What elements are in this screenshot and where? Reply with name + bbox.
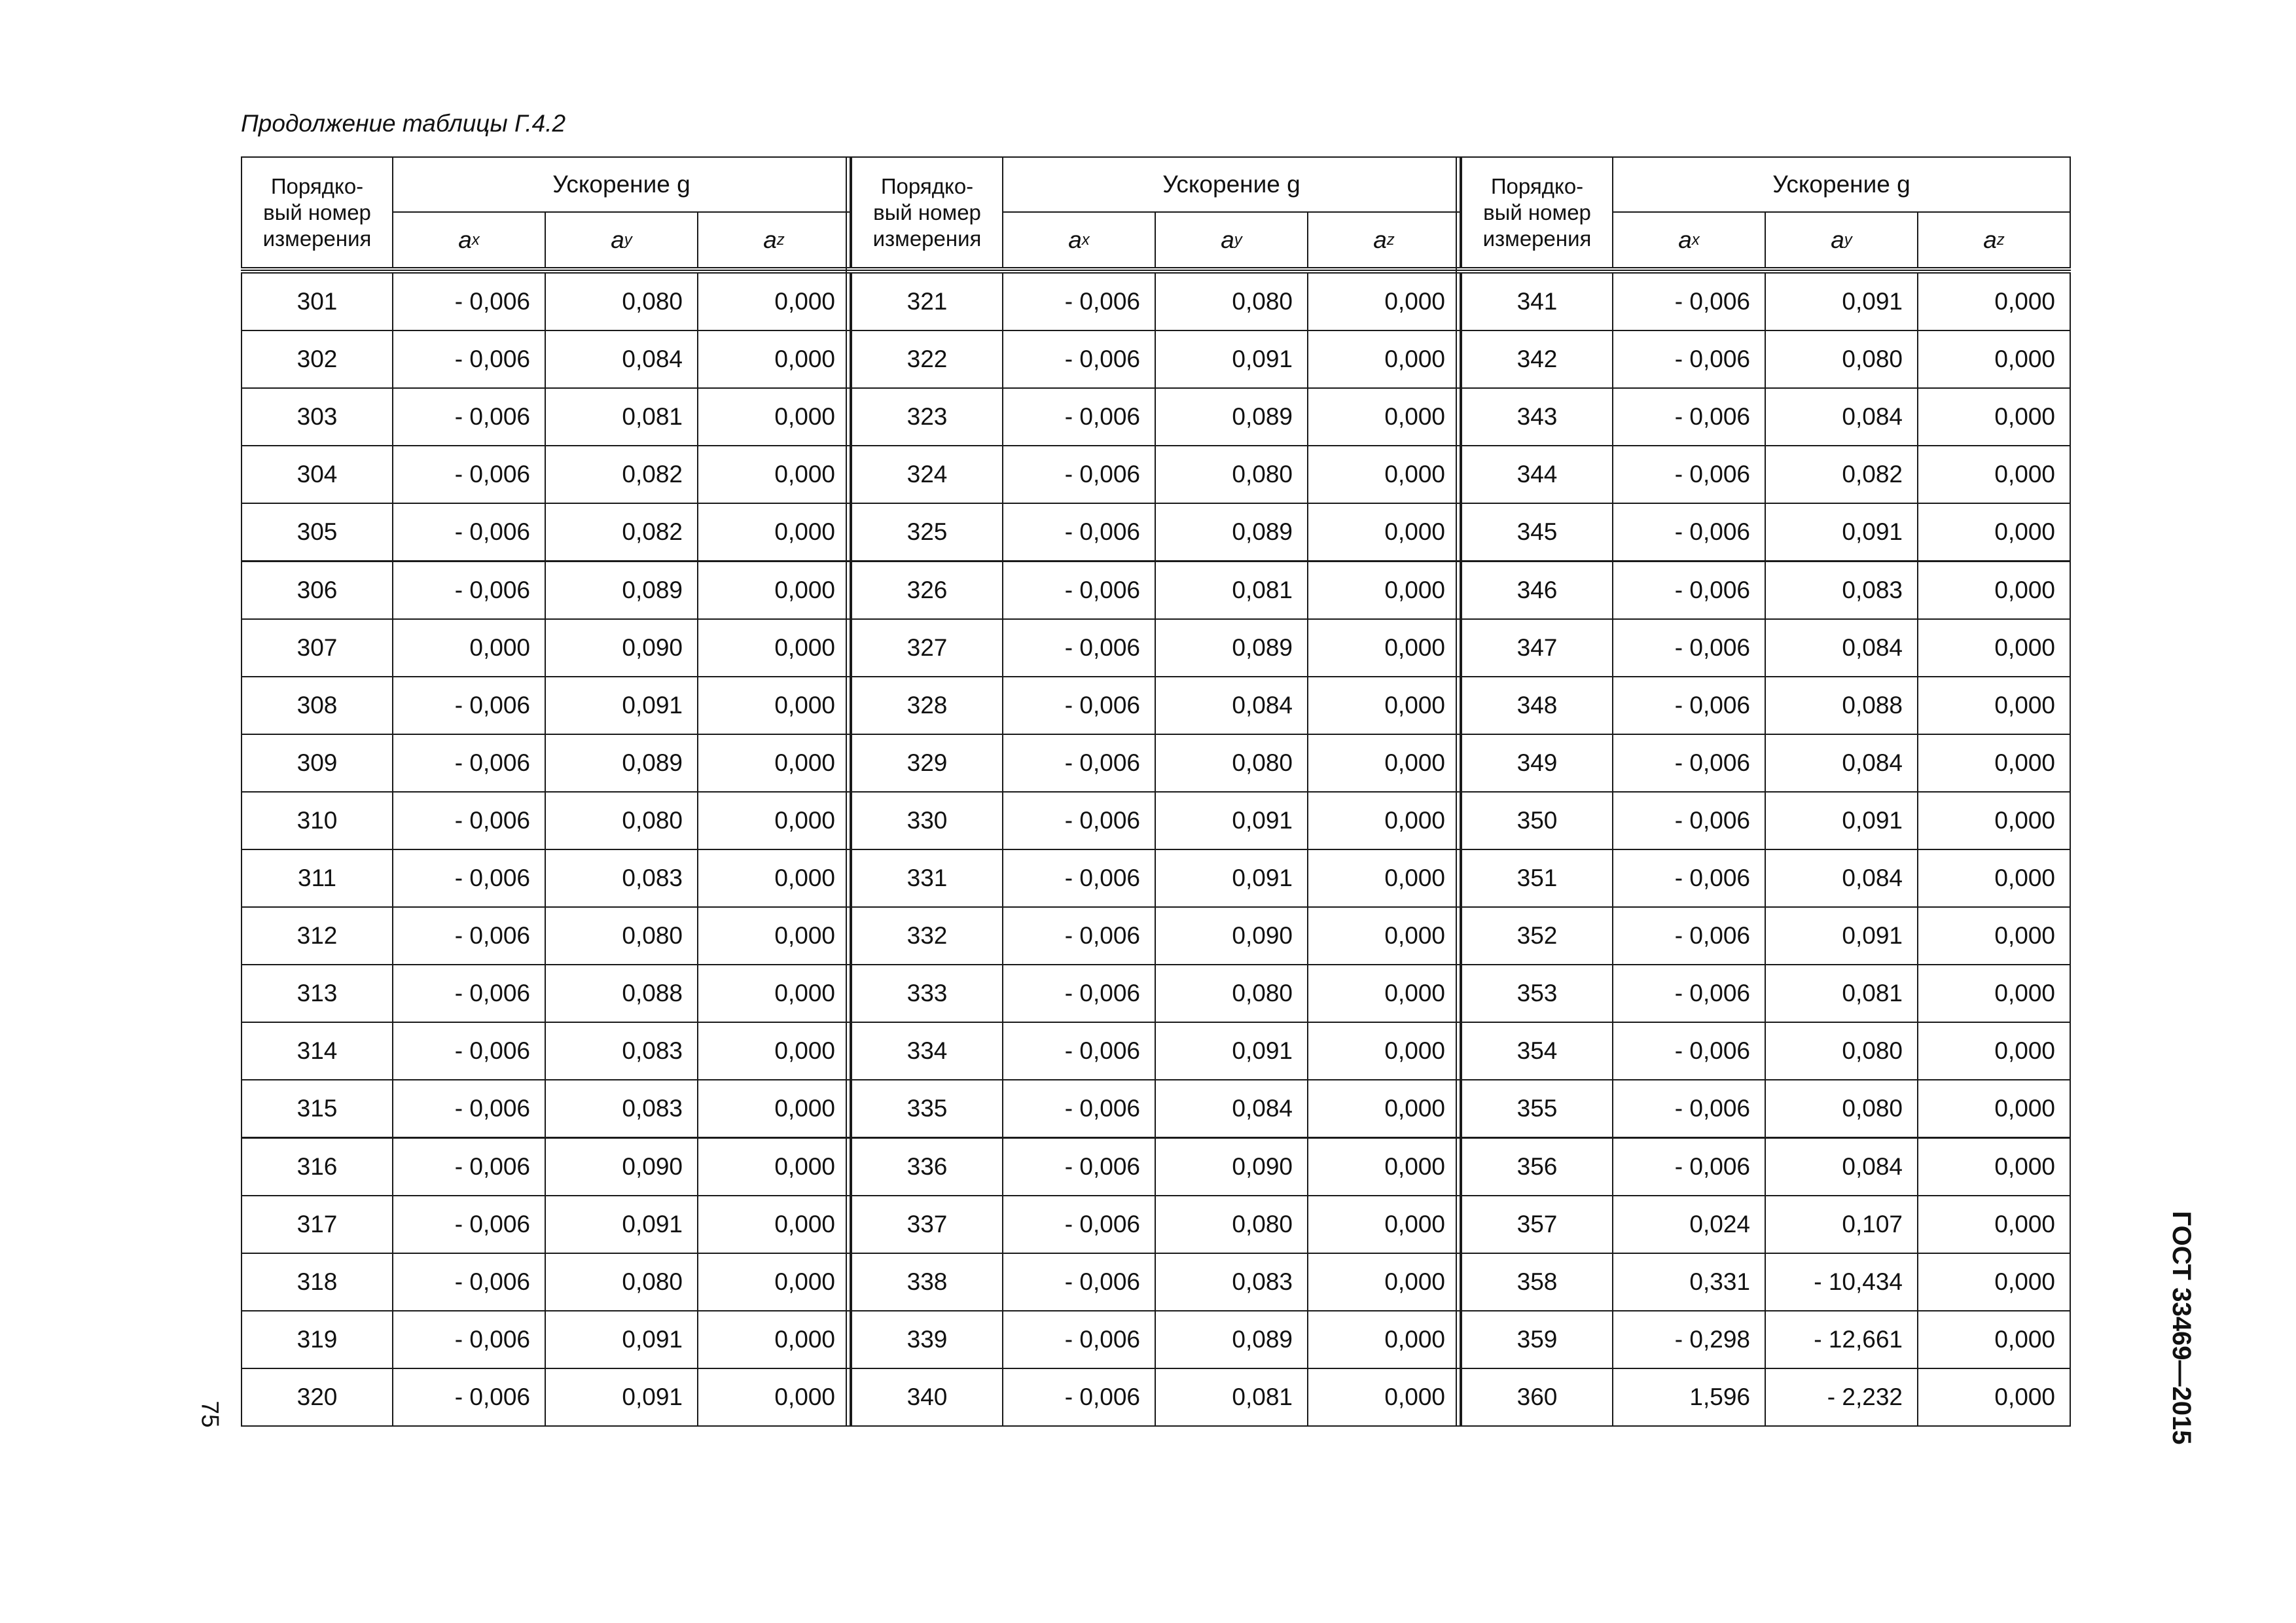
az-value: 0,000 [1307, 272, 1461, 331]
az-value: 0,000 [1917, 1022, 2071, 1080]
ay-value: 0,083 [545, 1079, 698, 1138]
ax-value: - 0,006 [1002, 1253, 1156, 1311]
row-number: 331 [851, 849, 1003, 908]
row-number: 357 [1461, 1195, 1613, 1254]
header-seq-number [1461, 156, 1613, 268]
az-value: 0,000 [697, 849, 851, 908]
header-az-subscript: z [1996, 230, 2005, 249]
az-value: 0,000 [1917, 906, 2071, 965]
ax-value: - 0,006 [392, 791, 546, 850]
ax-value: - 0,006 [392, 1368, 546, 1427]
ax-value: - 0,006 [392, 849, 546, 908]
az-value: 0,000 [697, 964, 851, 1023]
row-number: 338 [851, 1253, 1003, 1311]
header-ax-letter: a [458, 226, 472, 253]
row-number: 330 [851, 791, 1003, 850]
row-number: 314 [241, 1022, 393, 1080]
az-value: 0,000 [1307, 503, 1461, 562]
row-number: 347 [1461, 618, 1613, 677]
row-number: 326 [851, 561, 1003, 620]
row-number: 355 [1461, 1079, 1613, 1138]
row-number: 304 [241, 445, 393, 504]
header-az [1307, 211, 1461, 268]
ay-value: 0,080 [1765, 1079, 1918, 1138]
ay-value: 0,083 [545, 849, 698, 908]
az-value: 0,000 [1307, 906, 1461, 965]
ay-value: 0,084 [1765, 387, 1918, 446]
az-value: 0,000 [1307, 445, 1461, 504]
az-value: 0,000 [1917, 561, 2071, 620]
az-value: 0,000 [1917, 503, 2071, 562]
ay-value: 0,091 [545, 676, 698, 735]
az-value: 0,000 [1917, 1137, 2071, 1196]
ax-value: - 0,006 [392, 387, 546, 446]
row-number: 307 [241, 618, 393, 677]
row-number: 327 [851, 618, 1003, 677]
ay-value: 0,083 [545, 1022, 698, 1080]
ay-value: 0,081 [1155, 1368, 1308, 1427]
ay-value: 0,080 [1155, 734, 1308, 793]
az-value: 0,000 [697, 330, 851, 389]
ay-value: 0,082 [1765, 445, 1918, 504]
ay-value: 0,084 [1155, 676, 1308, 735]
row-number: 313 [241, 964, 393, 1023]
ax-value: - 0,006 [1002, 1022, 1156, 1080]
table-caption: Продолжение таблицы Г.4.2 [241, 110, 566, 137]
ax-value: - 0,006 [392, 330, 546, 389]
acceleration-table [241, 156, 2072, 1425]
az-value: 0,000 [1307, 1195, 1461, 1254]
row-number: 348 [1461, 676, 1613, 735]
ay-value: 0,091 [545, 1310, 698, 1369]
row-number: 350 [1461, 791, 1613, 850]
header-az-subscript: z [1386, 230, 1395, 249]
ax-value: - 0,006 [392, 445, 546, 504]
ax-value: - 0,006 [1002, 1079, 1156, 1138]
ay-value: 0,090 [545, 1137, 698, 1196]
az-value: 0,000 [697, 1195, 851, 1254]
ay-value: 0,080 [545, 272, 698, 331]
az-value: 0,000 [697, 676, 851, 735]
row-number: 305 [241, 503, 393, 562]
row-number: 319 [241, 1310, 393, 1369]
row-number: 359 [1461, 1310, 1613, 1369]
az-value: 0,000 [1917, 1195, 2071, 1254]
header-divider [241, 270, 2071, 271]
row-number: 345 [1461, 503, 1613, 562]
ax-value: 0,331 [1612, 1253, 1766, 1311]
az-value: 0,000 [1307, 618, 1461, 677]
ax-value: - 0,006 [392, 734, 546, 793]
az-value: 0,000 [1307, 964, 1461, 1023]
header-ax-subscript: x [471, 230, 480, 249]
ay-value: 0,090 [1155, 906, 1308, 965]
row-number: 302 [241, 330, 393, 389]
az-value: 0,000 [697, 618, 851, 677]
ax-value: 1,596 [1612, 1368, 1766, 1427]
ax-value: - 0,006 [1612, 906, 1766, 965]
ax-value: - 0,006 [1002, 272, 1156, 331]
az-value: 0,000 [1917, 330, 2071, 389]
row-number: 325 [851, 503, 1003, 562]
header-ay-subscript: y [1844, 230, 1852, 249]
az-value: 0,000 [697, 272, 851, 331]
ax-value: - 0,006 [1612, 272, 1766, 331]
ax-value: - 0,006 [392, 503, 546, 562]
ay-value: 0,080 [1765, 1022, 1918, 1080]
az-value: 0,000 [697, 387, 851, 446]
ay-value: 0,089 [1155, 387, 1308, 446]
row-number: 346 [1461, 561, 1613, 620]
row-number: 344 [1461, 445, 1613, 504]
az-value: 0,000 [697, 503, 851, 562]
ay-value: 0,088 [1765, 676, 1918, 735]
ay-value: 0,089 [1155, 503, 1308, 562]
ax-value: - 0,006 [392, 964, 546, 1023]
row-number: 336 [851, 1137, 1003, 1196]
az-value: 0,000 [1307, 1137, 1461, 1196]
ax-value: - 0,006 [392, 1253, 546, 1311]
ax-value: 0,000 [392, 618, 546, 677]
row-number: 303 [241, 387, 393, 446]
header-ay [545, 211, 698, 268]
ay-value: 0,084 [545, 330, 698, 389]
row-number: 316 [241, 1137, 393, 1196]
az-value: 0,000 [697, 1022, 851, 1080]
row-number: 339 [851, 1310, 1003, 1369]
ay-value: 0,091 [1155, 330, 1308, 389]
header-ax-letter: a [1068, 226, 1082, 253]
az-value: 0,000 [1307, 1368, 1461, 1427]
ax-value: - 0,006 [1002, 1195, 1156, 1254]
az-value: 0,000 [1917, 272, 2071, 331]
ay-value: 0,107 [1765, 1195, 1918, 1254]
ay-value: 0,090 [1155, 1137, 1308, 1196]
ax-value: - 0,006 [392, 561, 546, 620]
block-divider [1456, 156, 1457, 1427]
ay-value: 0,084 [1765, 618, 1918, 677]
row-number: 360 [1461, 1368, 1613, 1427]
row-number: 329 [851, 734, 1003, 793]
ay-value: 0,083 [1155, 1253, 1308, 1311]
ay-value: 0,083 [1765, 561, 1918, 620]
ax-value: - 0,006 [1612, 330, 1766, 389]
ay-value: 0,091 [545, 1368, 698, 1427]
ay-value: - 10,434 [1765, 1253, 1918, 1311]
az-value: 0,000 [1917, 1310, 2071, 1369]
ax-value: - 0,006 [1612, 1022, 1766, 1080]
header-seq-label: Порядко- вый номер измерения [1482, 173, 1592, 251]
header-acceleration: Ускорение g [1612, 156, 2071, 213]
az-value: 0,000 [1307, 1079, 1461, 1138]
ax-value: - 0,006 [1612, 561, 1766, 620]
az-value: 0,000 [1307, 791, 1461, 850]
az-value: 0,000 [1307, 330, 1461, 389]
ay-value: 0,090 [545, 618, 698, 677]
header-seq-number [851, 156, 1003, 268]
row-number: 320 [241, 1368, 393, 1427]
header-ax [1612, 211, 1766, 268]
row-number: 356 [1461, 1137, 1613, 1196]
ax-value: - 0,006 [1002, 561, 1156, 620]
ax-value: - 0,006 [392, 1195, 546, 1254]
ay-value: 0,091 [1155, 849, 1308, 908]
header-ay-letter: a [1221, 226, 1234, 253]
row-number: 341 [1461, 272, 1613, 331]
az-value: 0,000 [697, 734, 851, 793]
header-seq-label: Порядко- вый номер измерения [262, 173, 372, 251]
header-ay-letter: a [1831, 226, 1844, 253]
ay-value: 0,081 [1765, 964, 1918, 1023]
ax-value: - 0,006 [392, 1022, 546, 1080]
az-value: 0,000 [1307, 1253, 1461, 1311]
az-value: 0,000 [1917, 445, 2071, 504]
ay-value: 0,080 [1155, 445, 1308, 504]
ay-value: 0,082 [545, 503, 698, 562]
header-ax [392, 211, 546, 268]
az-value: 0,000 [1307, 1022, 1461, 1080]
ax-value: - 0,006 [392, 906, 546, 965]
row-number: 343 [1461, 387, 1613, 446]
header-ay-subscript: y [1234, 230, 1242, 249]
ax-value: - 0,006 [1002, 791, 1156, 850]
ay-value: 0,080 [545, 906, 698, 965]
row-number: 323 [851, 387, 1003, 446]
ax-value: - 0,006 [1002, 1310, 1156, 1369]
az-value: 0,000 [1307, 734, 1461, 793]
az-value: 0,000 [697, 1368, 851, 1427]
ax-value: - 0,006 [1002, 618, 1156, 677]
ay-value: 0,089 [1155, 1310, 1308, 1369]
row-number: 312 [241, 906, 393, 965]
az-value: 0,000 [697, 1253, 851, 1311]
az-value: 0,000 [1917, 1253, 2071, 1311]
header-seq-number [241, 156, 393, 268]
ax-value: - 0,006 [392, 1079, 546, 1138]
header-az-letter: a [1373, 226, 1387, 253]
az-value: 0,000 [697, 906, 851, 965]
ax-value: - 0,006 [1002, 445, 1156, 504]
row-number: 310 [241, 791, 393, 850]
header-ay [1765, 211, 1918, 268]
ax-value: - 0,006 [1612, 1137, 1766, 1196]
ay-value: 0,091 [545, 1195, 698, 1254]
ax-value: - 0,006 [392, 272, 546, 331]
az-value: 0,000 [1917, 734, 2071, 793]
ay-value: 0,081 [1155, 561, 1308, 620]
ax-value: - 0,006 [392, 676, 546, 735]
ay-value: 0,080 [1155, 964, 1308, 1023]
row-number: 324 [851, 445, 1003, 504]
header-seq-label: Порядко- вый номер измерения [872, 173, 982, 251]
az-value: 0,000 [1917, 1079, 2071, 1138]
ay-value: 0,091 [1155, 1022, 1308, 1080]
row-number: 311 [241, 849, 393, 908]
ax-value: - 0,006 [1612, 676, 1766, 735]
ay-value: 0,089 [1155, 618, 1308, 677]
header-ax-subscript: x [1081, 230, 1090, 249]
az-value: 0,000 [1917, 964, 2071, 1023]
ax-value: - 0,006 [1612, 791, 1766, 850]
az-value: 0,000 [697, 1137, 851, 1196]
row-number: 306 [241, 561, 393, 620]
row-number: 358 [1461, 1253, 1613, 1311]
ay-value: 0,089 [545, 734, 698, 793]
ay-value: 0,080 [1155, 272, 1308, 331]
row-number: 308 [241, 676, 393, 735]
ax-value: - 0,006 [392, 1310, 546, 1369]
az-value: 0,000 [697, 1310, 851, 1369]
header-az-letter: a [1983, 226, 1997, 253]
row-number: 328 [851, 676, 1003, 735]
header-az [1917, 211, 2071, 268]
row-number: 301 [241, 272, 393, 331]
row-number: 335 [851, 1079, 1003, 1138]
az-value: 0,000 [1917, 849, 2071, 908]
row-number: 337 [851, 1195, 1003, 1254]
ax-value: - 0,006 [1002, 1137, 1156, 1196]
row-number: 317 [241, 1195, 393, 1254]
row-number: 334 [851, 1022, 1003, 1080]
header-az-subscript: z [776, 230, 785, 249]
row-number: 332 [851, 906, 1003, 965]
header-ax-subscript: x [1691, 230, 1700, 249]
header-acceleration: Ускорение g [1002, 156, 1461, 213]
az-value: 0,000 [1917, 618, 2071, 677]
ax-value: - 0,006 [1612, 618, 1766, 677]
ay-value: 0,084 [1765, 849, 1918, 908]
ay-value: 0,091 [1765, 791, 1918, 850]
ax-value: - 0,298 [1612, 1310, 1766, 1369]
row-number: 353 [1461, 964, 1613, 1023]
header-ay-subscript: y [624, 230, 632, 249]
az-value: 0,000 [1307, 849, 1461, 908]
header-ay-letter: a [611, 226, 624, 253]
ax-value: 0,024 [1612, 1195, 1766, 1254]
ax-value: - 0,006 [1002, 906, 1156, 965]
header-az [697, 211, 851, 268]
ax-value: - 0,006 [1002, 964, 1156, 1023]
ax-value: - 0,006 [1612, 964, 1766, 1023]
ay-value: 0,081 [545, 387, 698, 446]
ay-value: 0,080 [545, 791, 698, 850]
ax-value: - 0,006 [1612, 849, 1766, 908]
az-value: 0,000 [1307, 561, 1461, 620]
row-number: 340 [851, 1368, 1003, 1427]
az-value: 0,000 [1917, 387, 2071, 446]
ax-value: - 0,006 [1002, 1368, 1156, 1427]
ay-value: 0,084 [1155, 1079, 1308, 1138]
block-divider [846, 156, 847, 1427]
ax-value: - 0,006 [1002, 849, 1156, 908]
ax-value: - 0,006 [1002, 676, 1156, 735]
ax-value: - 0,006 [1002, 503, 1156, 562]
ay-value: 0,091 [1765, 503, 1918, 562]
row-number: 351 [1461, 849, 1613, 908]
ay-value: 0,089 [545, 561, 698, 620]
row-number: 322 [851, 330, 1003, 389]
ax-value: - 0,006 [1612, 387, 1766, 446]
header-ay [1155, 211, 1308, 268]
row-number: 315 [241, 1079, 393, 1138]
row-number: 352 [1461, 906, 1613, 965]
az-value: 0,000 [1917, 1368, 2071, 1427]
az-value: 0,000 [697, 791, 851, 850]
ay-value: 0,084 [1765, 734, 1918, 793]
header-acceleration: Ускорение g [392, 156, 851, 213]
az-value: 0,000 [697, 1079, 851, 1138]
row-number: 354 [1461, 1022, 1613, 1080]
row-number: 342 [1461, 330, 1613, 389]
header-ax [1002, 211, 1156, 268]
ax-value: - 0,006 [1002, 387, 1156, 446]
ay-value: - 2,232 [1765, 1368, 1918, 1427]
ax-value: - 0,006 [1612, 445, 1766, 504]
ay-value: 0,084 [1765, 1137, 1918, 1196]
ax-value: - 0,006 [392, 1137, 546, 1196]
az-value: 0,000 [1917, 676, 2071, 735]
ay-value: 0,091 [1765, 906, 1918, 965]
ax-value: - 0,006 [1612, 503, 1766, 562]
ax-value: - 0,006 [1002, 330, 1156, 389]
row-number: 333 [851, 964, 1003, 1023]
az-value: 0,000 [1307, 676, 1461, 735]
ay-value: 0,080 [1765, 330, 1918, 389]
ay-value: 0,091 [1765, 272, 1918, 331]
document-code: ГОСТ 33469—2015 [2167, 1211, 2196, 1445]
ax-value: - 0,006 [1612, 1079, 1766, 1138]
page-number: 75 [196, 1400, 224, 1428]
az-value: 0,000 [1307, 387, 1461, 446]
az-value: 0,000 [1917, 791, 2071, 850]
row-number: 318 [241, 1253, 393, 1311]
row-number: 309 [241, 734, 393, 793]
row-number: 321 [851, 272, 1003, 331]
az-value: 0,000 [697, 561, 851, 620]
header-az-letter: a [763, 226, 777, 253]
ay-value: 0,082 [545, 445, 698, 504]
ax-value: - 0,006 [1612, 734, 1766, 793]
ay-value: 0,080 [1155, 1195, 1308, 1254]
az-value: 0,000 [1307, 1310, 1461, 1369]
ay-value: 0,091 [1155, 791, 1308, 850]
header-ax-letter: a [1678, 226, 1692, 253]
ay-value: - 12,661 [1765, 1310, 1918, 1369]
az-value: 0,000 [697, 445, 851, 504]
ay-value: 0,088 [545, 964, 698, 1023]
row-number: 349 [1461, 734, 1613, 793]
ax-value: - 0,006 [1002, 734, 1156, 793]
ay-value: 0,080 [545, 1253, 698, 1311]
